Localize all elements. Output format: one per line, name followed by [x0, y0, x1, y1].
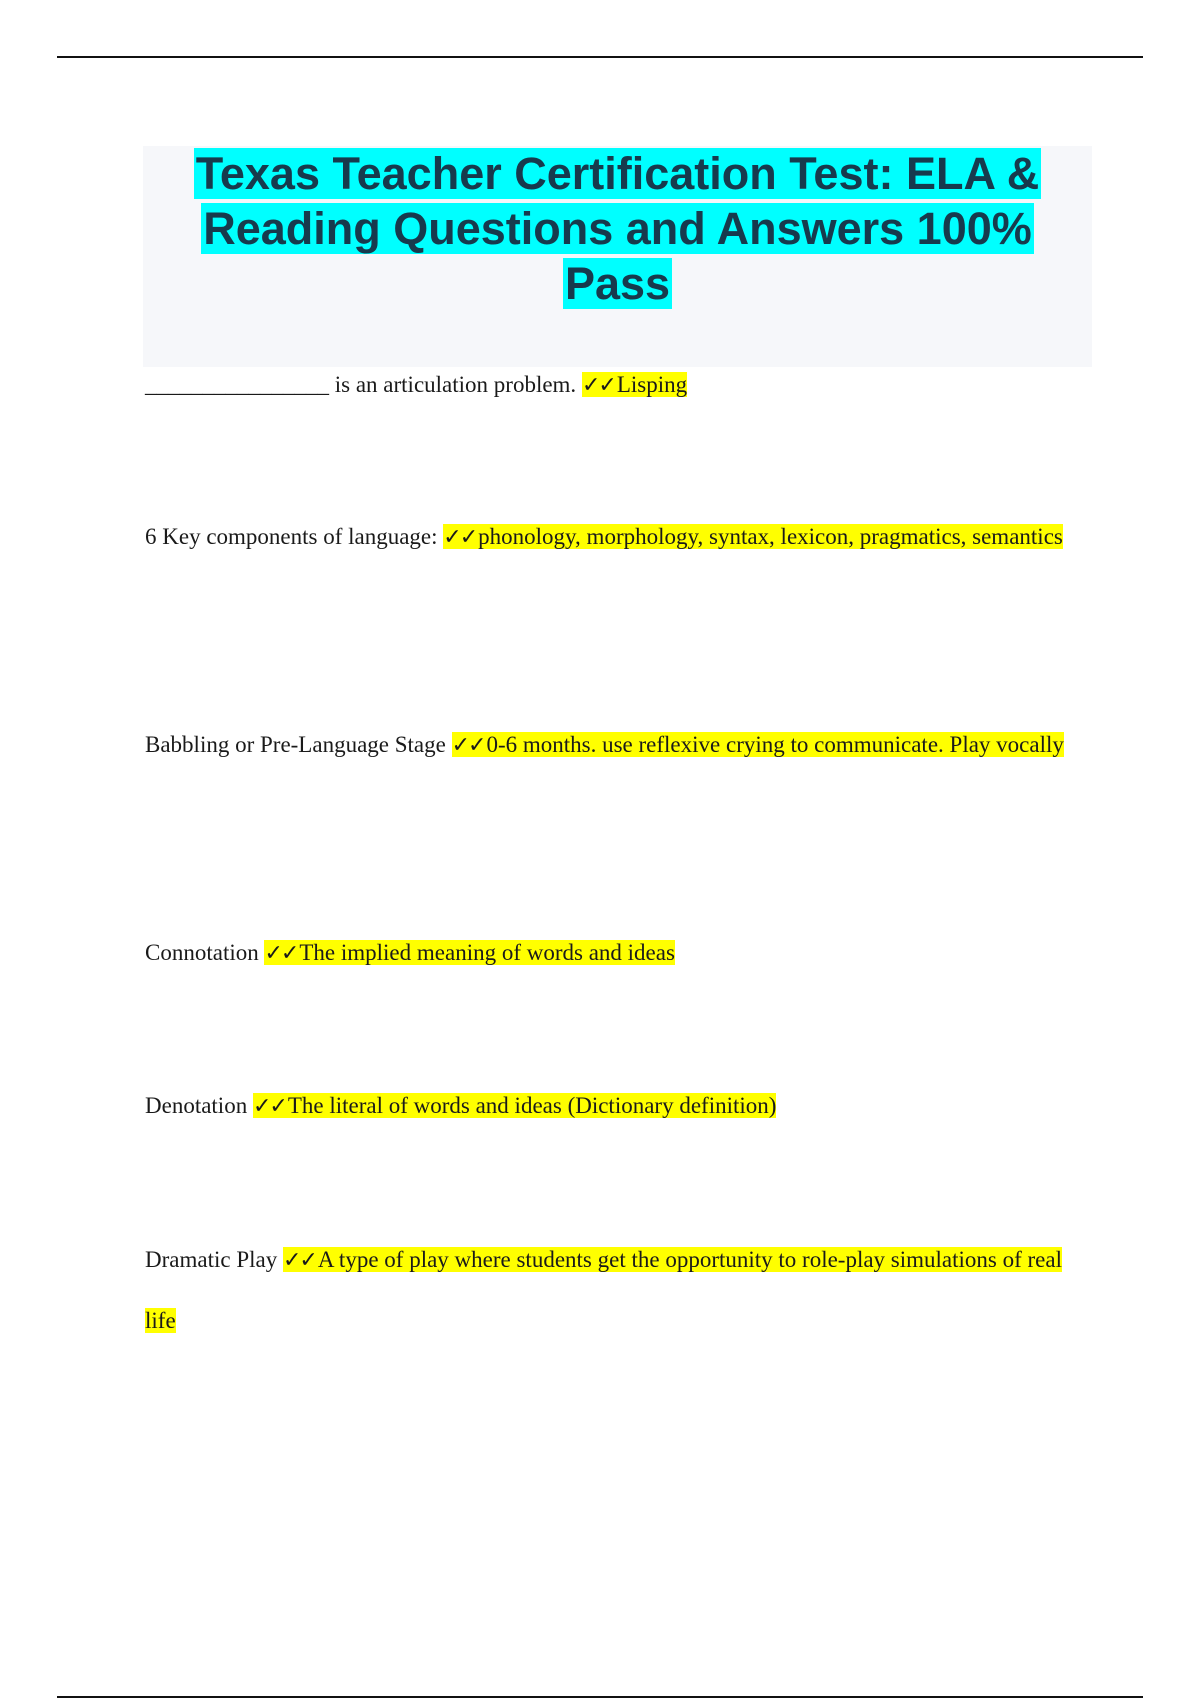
double-check-icon: ✓✓ [451, 733, 485, 758]
question-text: 6 Key components of language: [145, 524, 438, 549]
answer-text: The implied meaning of words and ideas [299, 940, 675, 965]
answer-text: The literal of words and ideas (Dictionary definition) [287, 1093, 777, 1118]
double-check-icon: ✓✓ [282, 1248, 316, 1273]
question-text: Dramatic Play [145, 1247, 278, 1272]
answer-text: Lisping [616, 372, 688, 397]
question-text: Babbling or Pre-Language Stage [145, 732, 446, 757]
header-rule [57, 56, 1143, 58]
answer-highlight [253, 1093, 776, 1118]
qa-item [145, 923, 1075, 984]
qa-item [145, 1076, 1075, 1137]
double-check-icon: ✓✓ [264, 941, 298, 966]
double-check-icon: ✓✓ [252, 1094, 286, 1119]
answer-text: A type of play where students get the opportunity to role-play simulations of real life [145, 1247, 1062, 1333]
answer-text: 0-6 months. use reflexive crying to communicate. Play vocally [486, 732, 1064, 757]
qa-item [145, 355, 1075, 416]
answer-text: phonology, morphology, syntax, lexicon, pragmatics, semantics [478, 524, 1063, 549]
document-title-text: Texas Teacher Certification Test: ELA & Reading Questions and Answers 100% Pass [195, 148, 1040, 309]
question-text: Denotation [145, 1093, 248, 1118]
title-block [143, 146, 1092, 367]
answer-highlight [264, 940, 674, 965]
answer-highlight [443, 524, 1063, 549]
question-text: Connotation [145, 940, 259, 965]
double-check-icon: ✓✓ [443, 525, 477, 550]
answer-highlight [452, 732, 1064, 757]
question-text: ________________ is an articulation problem. [145, 372, 577, 397]
qa-item [145, 1230, 1075, 1351]
answer-highlight [145, 1247, 1062, 1333]
footer-rule [57, 1696, 1143, 1698]
qa-item [145, 715, 1075, 776]
answer-highlight [582, 372, 687, 397]
document-title [143, 146, 1092, 311]
double-check-icon: ✓✓ [581, 373, 615, 398]
qa-item [145, 507, 1075, 568]
